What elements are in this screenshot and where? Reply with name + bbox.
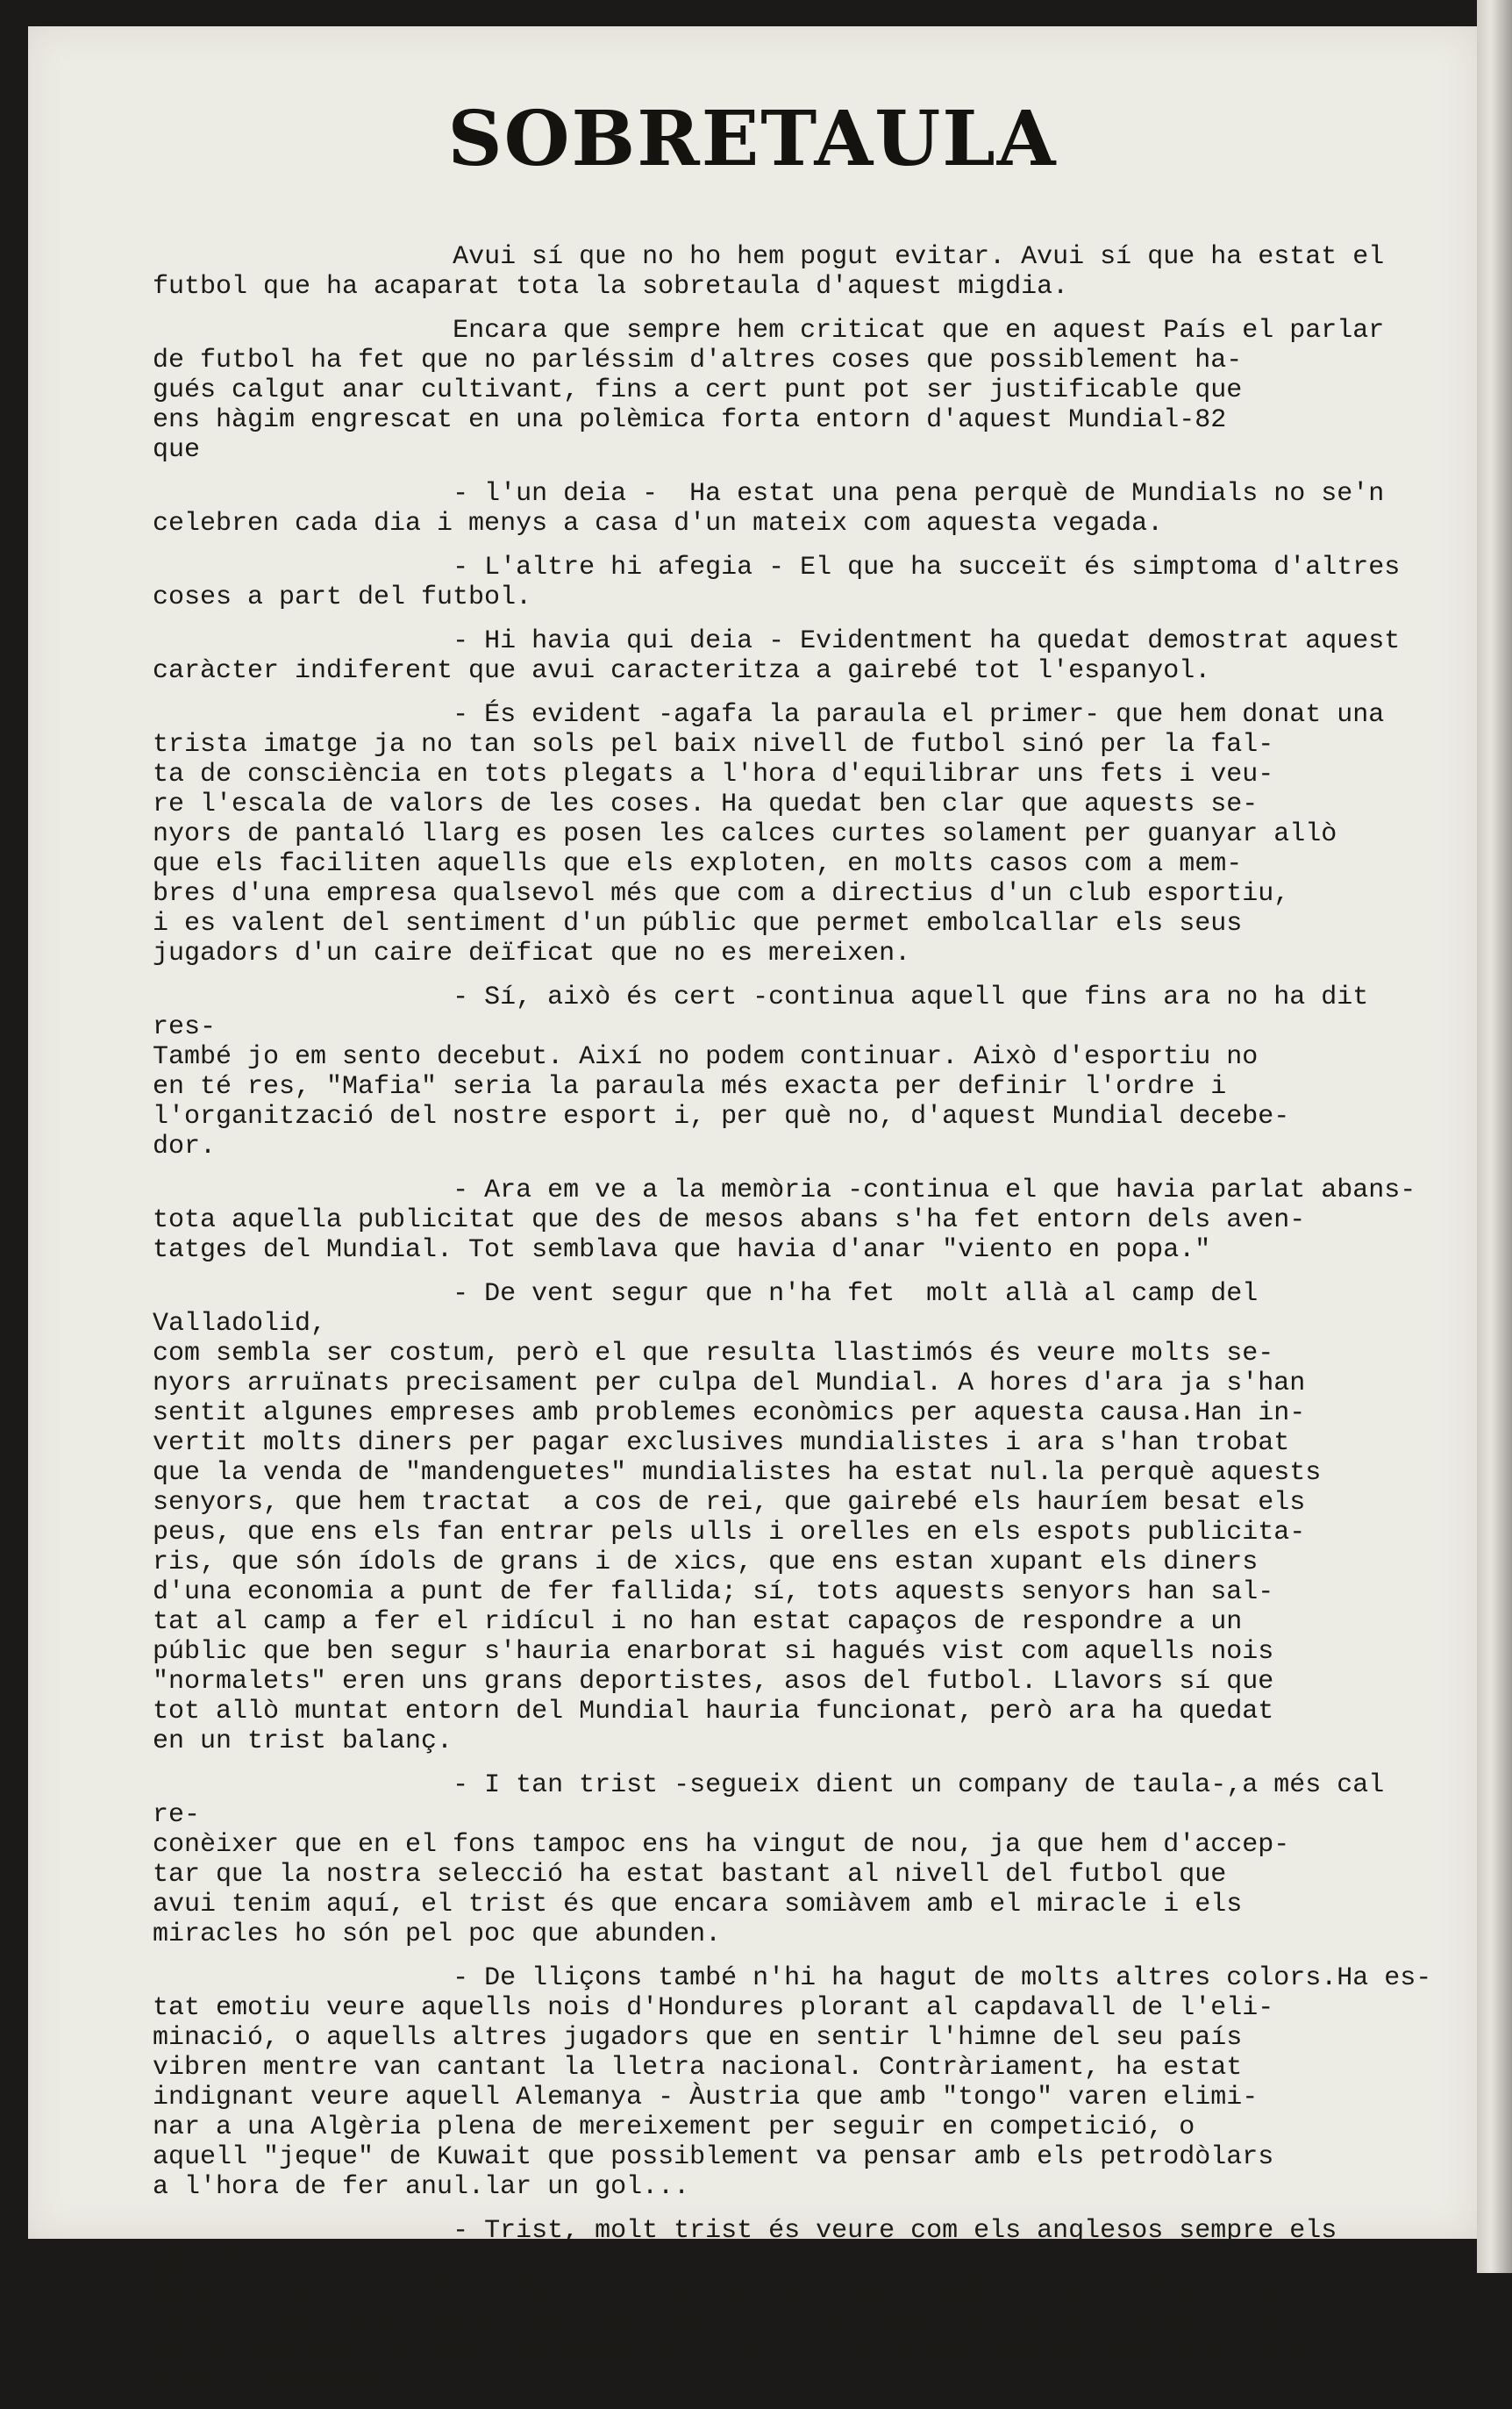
paragraph: - És evident -agafa la paraula el primer- que hem donat una trista imatge ja no tan sols pel baix nivell de futbol sinó per la fal- ta de consciència en tots plegats a l'hora d'equilibrar uns fets i veu- re l'escala de valors de les coses. Ha quedat ben clar que aquests se- nyors de pantaló llarg es posen les calces curtes solament per guanyar allò que els faciliten aquells que els exploten, en molts casos com a mem- bres d'una empresa qualsevol més que com a directius d'un club esportiu, i es valent del sentiment d'un públic que permet embolcallar els seus jugadors d'un caire deïficat que no es mereixen. [153,700,1385,969]
page-title: SOBRETAULA [447,95,1058,183]
document-page [28,26,1477,2395]
paragraph: - l'un deia - Ha estat una pena perquè de Mundials no se'n celebren cada dia i menys a casa d'un mateix com aquesta vegada. [153,479,1385,539]
paragraph: - De lliçons també n'hi ha hagut de molts altres colors.Ha es- tat emotiu veure aquells nois d'Hondures plorant al capdavall de l'eli- minació, o aquells altres jugadors que en sentir l'himne del seu país vibren mentre van cantant la lletra nacional. Contràriament, ha estat indignant veure aquell Alemanya - Àustria que amb "tongo" varen elimi- nar a una Algèria plena de mereixement per seguir en competició, o aquell "jeque" de Kuwait que possiblement va pensar amb els petrodòlars a l'hora de fer anul.lar un gol... [153,1963,1432,2202]
paragraph: - De vent segur que n'ha fet molt allà al camp del Valladolid, com sembla ser costum, però el que resulta llastimós és veure molts se- nyors arruïnats precisament per culpa del Mundial. A hores d'ara ja s'han sentit algunes empreses amb problemes econòmics per aquesta causa.Han in- vertit molts diners per pagar exclusives mundialistes i ara s'han trobat que la venda de "mandenguetes" mundialistes ha estat nul.la perquè aquests senyors, que hem tractat a cos de rei, que gairebé els hauríem besat els peus, que ens els fan entrar pels ulls i orelles en els espots publicita- ris, que són ídols de grans i de xics, que ens estan xupant els diners d'una economia a punt de fer fallida; sí, tots aquests senyors han sal- tat al camp a fer el ridícul i no han estat capaços de respondre a un públic que ben segur s'hauria enarborat si hagués vist com aquells nois "normalets" eren uns grans deportistes, asos del futbol. Llavors sí que tot allò muntat entorn del Mundial hauria funcionat, però ara ha quedat en un trist balanç. [153,1279,1322,1756]
paragraph: - I tan trist -segueix dient un company de taula-,a més cal re- conèixer que en el fons tampoc ens ha vingut de nou, ja que hem d'accep- tar que la nostra selecció ha estat bastant al nivell del futbol que avui tenim aquí, el trist és que encara somiàvem amb el miracle i els miracles ho són pel poc que abunden. [153,1770,1385,1949]
page-edge [1477,0,1512,2273]
paragraph: - L'altre hi afegia - El que ha succeït és simptoma d'altres coses a part del futbol. [153,553,1401,612]
paragraph: Avui sí que no ho hem pogut evitar. Avui sí que ha estat el futbol que ha acaparat tota la sobretaula d'aquest migdia. [153,242,1385,302]
paragraph: - Ara em ve a la memòria -continua el que havia parlat abans- tota aquella publicitat que des de mesos abans s'ha fet entorn dels aven- tatges del Mundial. Tot semblava que havia d'anar "viento en popa." [153,1176,1416,1265]
paragraph: Encara que sempre hem criticat que en aquest País el parlar de futbol ha fet que no parléssim d'altres coses que possiblement ha- gués calgut anar cultivant, fins a cert punt pot ser justificable que ens hàgim engrescat en una polèmica forta entorn d'aquest Mundial-82 que [153,316,1385,465]
paragraph: - Sí, això és cert -continua aquell que fins ara no ha dit res- També jo em sento decebut. Així no podem continuar. Això d'esportiu no en té res, "Mafia" seria la paraula més exacta per definir l'ordre i l'organització del nostre esport i, per què no, d'aquest Mundial decebe- dor. [153,983,1369,1162]
paragraph: - Trist, molt trist és veure com els anglesos sempre els agrada donar la nota a l'hora de fer celebracions. Aquí també s'han inflat d'al- cohol, han xafat taules de llocs públics, ha hagut de córrer la policia, no sé que han fet amb una bandera... En fi, un drama anglès com tants d'al- tres últimament. [153,2216,1337,2395]
paragraph: - Hi havia qui deia - Evidentment ha quedat demostrat aquest caràcter indiferent que avui caracteritza a gairebé tot l'espanyol. [153,626,1401,686]
article-body [153,242,1433,2409]
